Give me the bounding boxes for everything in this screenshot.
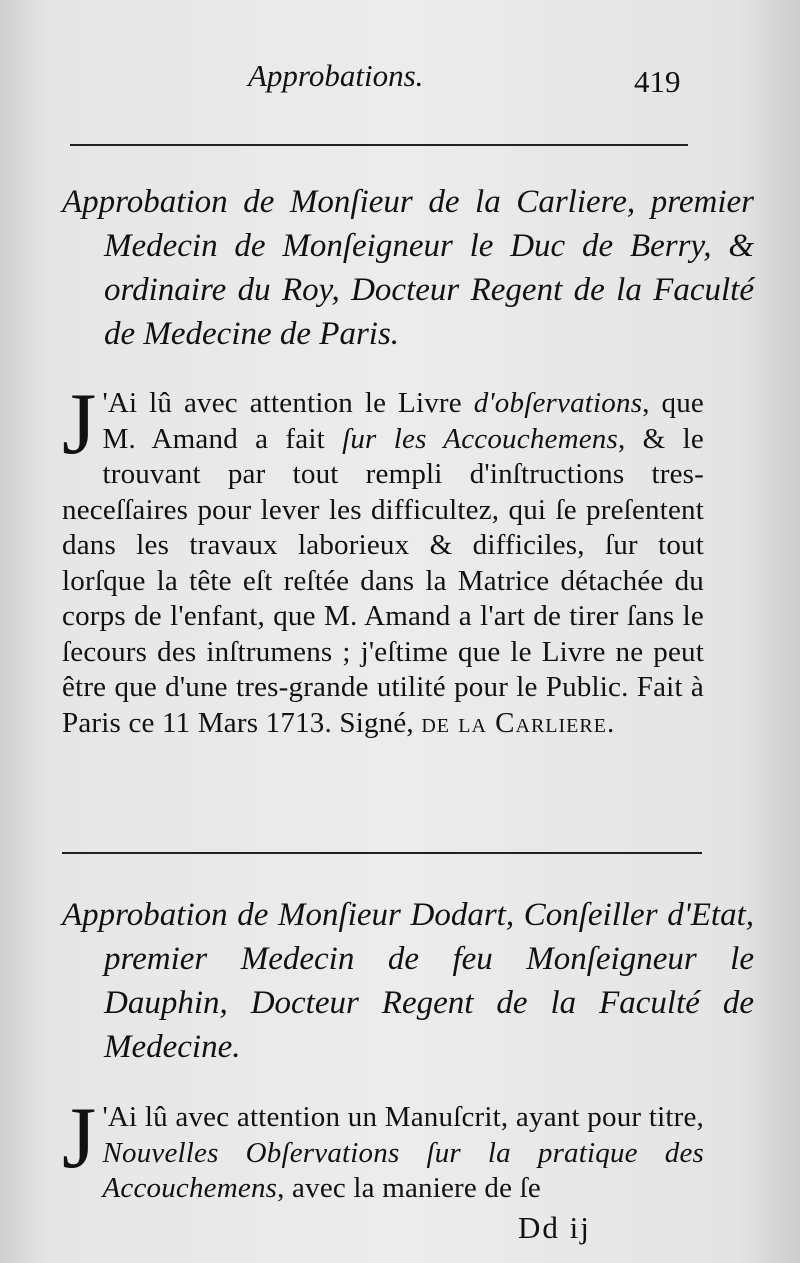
approbation-2-heading: Approbation de Monſieur Dodart, Conſeiller d'Etat, premier Medecin de feu Monſeigneur le Dauphin, Docteur Regent de la Faculté de Medecine.: [62, 897, 754, 1065]
drop-cap: J: [62, 376, 97, 473]
running-title: Approbations.: [248, 58, 424, 93]
body-text: , avec la maniere de ſe: [277, 1172, 541, 1204]
signed-label: Signé,: [339, 706, 414, 739]
drop-cap: J: [62, 1090, 97, 1187]
italic-text: Nouvelles Obſervations ſur la pratique des Accouchemens: [102, 1136, 704, 1204]
signer-name: de la Carliere.: [421, 706, 616, 739]
page-number: 419: [634, 64, 681, 99]
italic-text: d'obſervations: [473, 387, 643, 419]
header-rule: [70, 144, 688, 146]
body-text: 'Ai lû avec attention le Livre: [102, 387, 474, 419]
body-text: , & le trouvant par tout rempli d'inſtructions tres-neceſſaires pour lever les difficultez, qui ſe preſentent dans les travaux laborieux & difficiles, ſur tout lorſque la tête eſt reſtée dans la Matrice détachée du corps de l'enfant, que M. Amand a l'art de tirer ſans le ſecours des inſtrumens ; j'eſtime que le Livre ne peut être que d'une tres-grande utilité pour le Public. Fait à Paris ce 11 Mars 1713.: [62, 422, 704, 739]
approbation-1-heading: Approbation de Monſieur de la Carliere, premier Medecin de Monſeigneur le Duc de Berry, & ordinaire du Roy, Docteur Regent de la Faculté de Medecine de Paris.: [62, 184, 754, 352]
signature-mark: Dd ij: [518, 1210, 591, 1245]
body-text: , que M. Amand a fait: [102, 387, 704, 455]
section-rule: [62, 852, 702, 854]
approbation-1-body: [62, 376, 704, 741]
italic-text: ſur les Accouchemens: [342, 422, 618, 455]
approbation-2-body: [62, 1090, 704, 1207]
body-text: 'Ai lû avec attention un Manuſcrit, ayant pour titre,: [102, 1101, 704, 1133]
page-header: [0, 58, 800, 108]
